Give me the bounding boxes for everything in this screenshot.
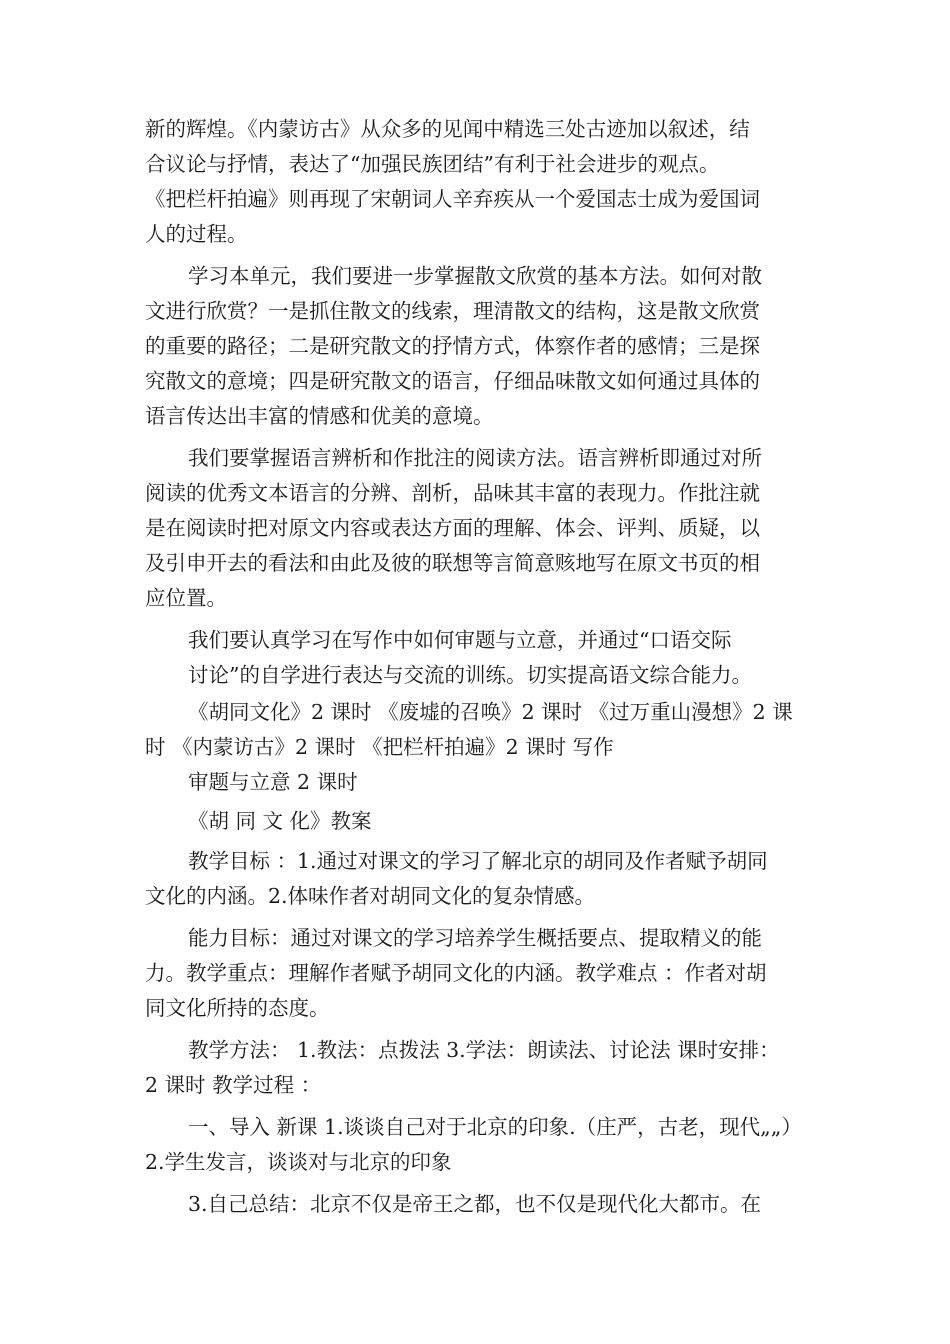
paragraph-start-line: 能力目标：通过对课文的学习培养学生概括要点、提取精义的能 <box>188 926 762 950</box>
text-line: 力。教学重点：理解作者赋予胡同文化的内涵。教学难点 ：作者对胡 <box>145 961 767 985</box>
paragraph-start-line: 我们要认真学习在写作中如何审题与立意，并通过“口语交际 <box>188 628 732 652</box>
paragraph-start-line: 3.自己总结：北京不仅是帝王之都，也不仅是现代化大都市。在 <box>188 1192 762 1216</box>
schedule-line: 时 《内蒙访古》2 课时 《把栏杆拍遍》2 课时 写作 <box>145 735 614 759</box>
text-line: 文化的内涵。2.体味作者对胡同文化的复杂情感。 <box>145 884 596 908</box>
paragraph-start-line: 学习本单元，我们要进一步掌握散文欣赏的基本方法。如何对散 <box>188 264 762 288</box>
text-line: 的重要的路径；二是研究散文的抒情方式，体察作者的感情；三是探 <box>145 334 760 358</box>
text-line: 及引申开去的看法和由此及彼的联想等言简意赅地写在原文书页的相 <box>145 551 760 575</box>
paragraph-start-line: 教学方法： 1.教法：点拨法 3.学法：朗读法、讨论法 课时安排： <box>188 1038 780 1062</box>
lesson-plan-title: 《胡 同 文 化》教案 <box>188 809 372 833</box>
schedule-line: 《胡同文化》2 课时 《废墟的召唤》2 课时 《过万重山漫想》2 课 <box>188 700 793 724</box>
text-line: 究散文的意境；四是研究散文的语言，仔细品味散文如何通过具体的 <box>145 369 760 393</box>
text-line: 2 课时 教学过程 ： <box>145 1073 322 1097</box>
schedule-line: 审题与立意 2 课时 <box>188 770 358 794</box>
text-line: 应位置。 <box>145 586 227 610</box>
text-line: 讨论”的自学进行表达与交流的训练。切实提高语文综合能力。 <box>188 663 752 687</box>
text-line: 新的辉煌。《内蒙访古》从众多的见闻中精选三处古迹加以叙述，结 <box>145 117 750 141</box>
text-line: 是在阅读时把对原文内容或表达方面的理解、体会、评判、质疑，以 <box>145 516 760 540</box>
text-line: 语言传达出丰富的情感和优美的意境。 <box>145 404 494 428</box>
text-line: 《把栏杆拍遍》则再现了宋朝词人辛弃疾从一个爱国志士成为爱国词 <box>145 187 760 211</box>
text-line: 合议论与抒情，表达了“加强民族团结”有利于社会进步的观点。 <box>145 152 720 176</box>
paragraph-start-line: 教学目标 ：1.通过对课文的学习了解北京的胡同及作者赋予胡同 <box>188 849 768 873</box>
paragraph-start-line: 一、导入 新课 1.谈谈自己对于北京的印象.（庄严，古老，现代„„） <box>188 1115 802 1139</box>
text-line: 同文化所持的态度。 <box>145 996 330 1020</box>
text-line: 人的过程。 <box>145 222 248 246</box>
text-line: 阅读的优秀文本语言的分辨、剖析，品味其丰富的表现力。作批注就 <box>145 481 760 505</box>
text-line: 文进行欣赏？一是抓住散文的线索，理清散文的结构，这是散文欣赏 <box>145 299 760 323</box>
text-line: 2.学生发言，谈谈对与北京的印象 <box>145 1150 452 1174</box>
paragraph-start-line: 我们要掌握语言辨析和作批注的阅读方法。语言辨析即通过对所 <box>188 446 762 470</box>
